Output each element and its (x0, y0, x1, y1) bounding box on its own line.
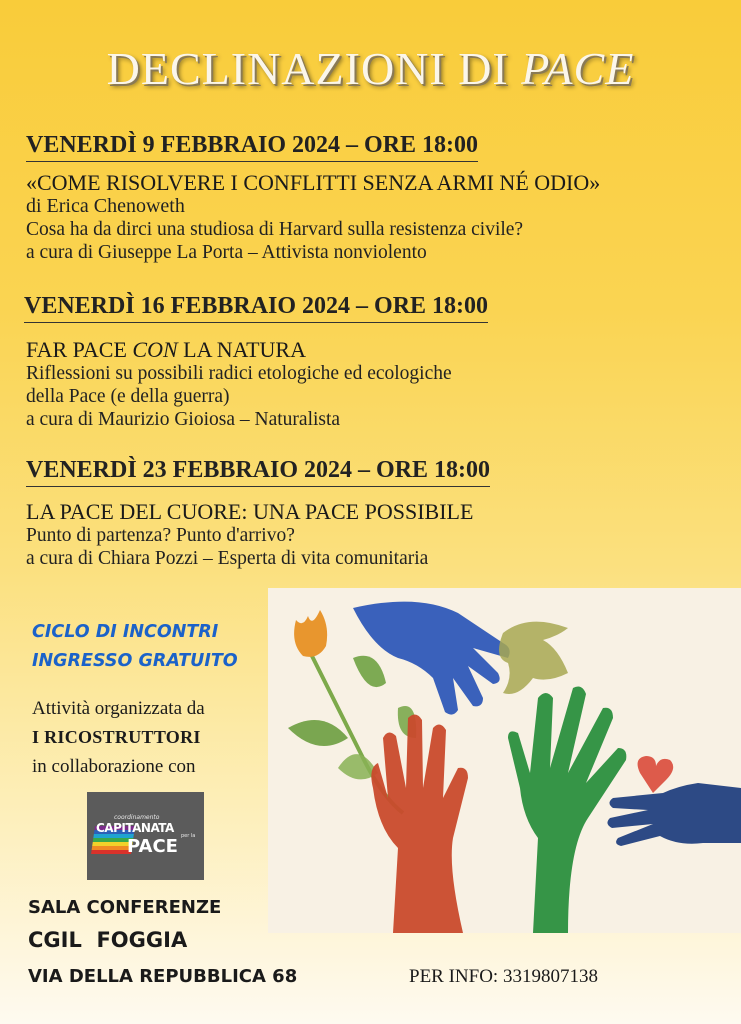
logo-name: CAPITANATA (96, 821, 174, 835)
event-1-date: VENERDÌ 9 FEBBRAIO 2024 – ORE 18:00 (26, 132, 478, 162)
event-2-title-before: FAR PACE (26, 337, 133, 362)
info-phone: PER INFO: 3319807138 (409, 966, 598, 987)
organizer-block (32, 694, 205, 781)
event-2-date: VENERDÌ 16 FEBBRAIO 2024 – ORE 18:00 (24, 293, 488, 323)
event-1-title: «COME RISOLVERE I CONFLITTI SENZA ARMI NÉ ODIO» (26, 170, 601, 195)
event-2-curator: a cura di Maurizio Gioiosa – Naturalista (26, 409, 341, 430)
event-1-line-1: Cosa ha da dirci una studiosa di Harvard sulla resistenza civile? (26, 219, 524, 240)
organizer-name: I RICOSTRUTTORI (32, 727, 201, 747)
event-1-author: di Erica Chenoweth (26, 195, 185, 217)
event-3 (26, 457, 490, 570)
venue-line-2: CGIL FOGGIA (28, 928, 188, 952)
logo-word: PACE (127, 836, 178, 857)
hands-artwork (268, 588, 741, 933)
organizer-line-1: Attività organizzata da (32, 698, 205, 719)
event-3-title: LA PACE DEL CUORE: UNA PACE POSSIBILE (26, 499, 474, 524)
event-3-curator: a cura di Chiara Pozzi – Esperta di vita comunitaria (26, 548, 429, 569)
event-3-line-1: Punto di partenza? Punto d'arrivo? (26, 525, 295, 546)
title-italic: PACE (521, 43, 635, 94)
venue-line-1: SALA CONFERENZE (28, 897, 222, 918)
event-2-line-1: Riflessioni su possibili radici etologiche ed ecologiche (26, 363, 452, 384)
logo-top-text: coordinamento (114, 814, 160, 821)
capitanata-pace-logo (87, 792, 204, 880)
logo-small-text: per la (181, 833, 196, 839)
event-2-title (24, 337, 488, 362)
event-2-title-italic: CON (132, 337, 178, 362)
event-2-title-after: LA NATURA (177, 337, 306, 362)
cycle-line-1: CICLO DI INCONTRI (32, 622, 219, 642)
cycle-line-2: INGRESSO GRATUITO (32, 651, 238, 671)
event-1 (26, 132, 600, 264)
event-2 (24, 293, 488, 431)
event-1-curator: a cura di Giuseppe La Porta – Attivista nonviolento (26, 242, 427, 263)
venue-line-3: VIA DELLA REPUBBLICA 68 (28, 966, 298, 987)
title-main: DECLINAZIONI DI (106, 43, 522, 94)
event-3-date: VENERDÌ 23 FEBBRAIO 2024 – ORE 18:00 (26, 457, 490, 487)
organizer-line-3: in collaborazione con (32, 756, 196, 777)
cycle-info (32, 618, 238, 676)
event-2-line-2: della Pace (e della guerra) (26, 386, 230, 407)
poster-title (0, 42, 741, 95)
